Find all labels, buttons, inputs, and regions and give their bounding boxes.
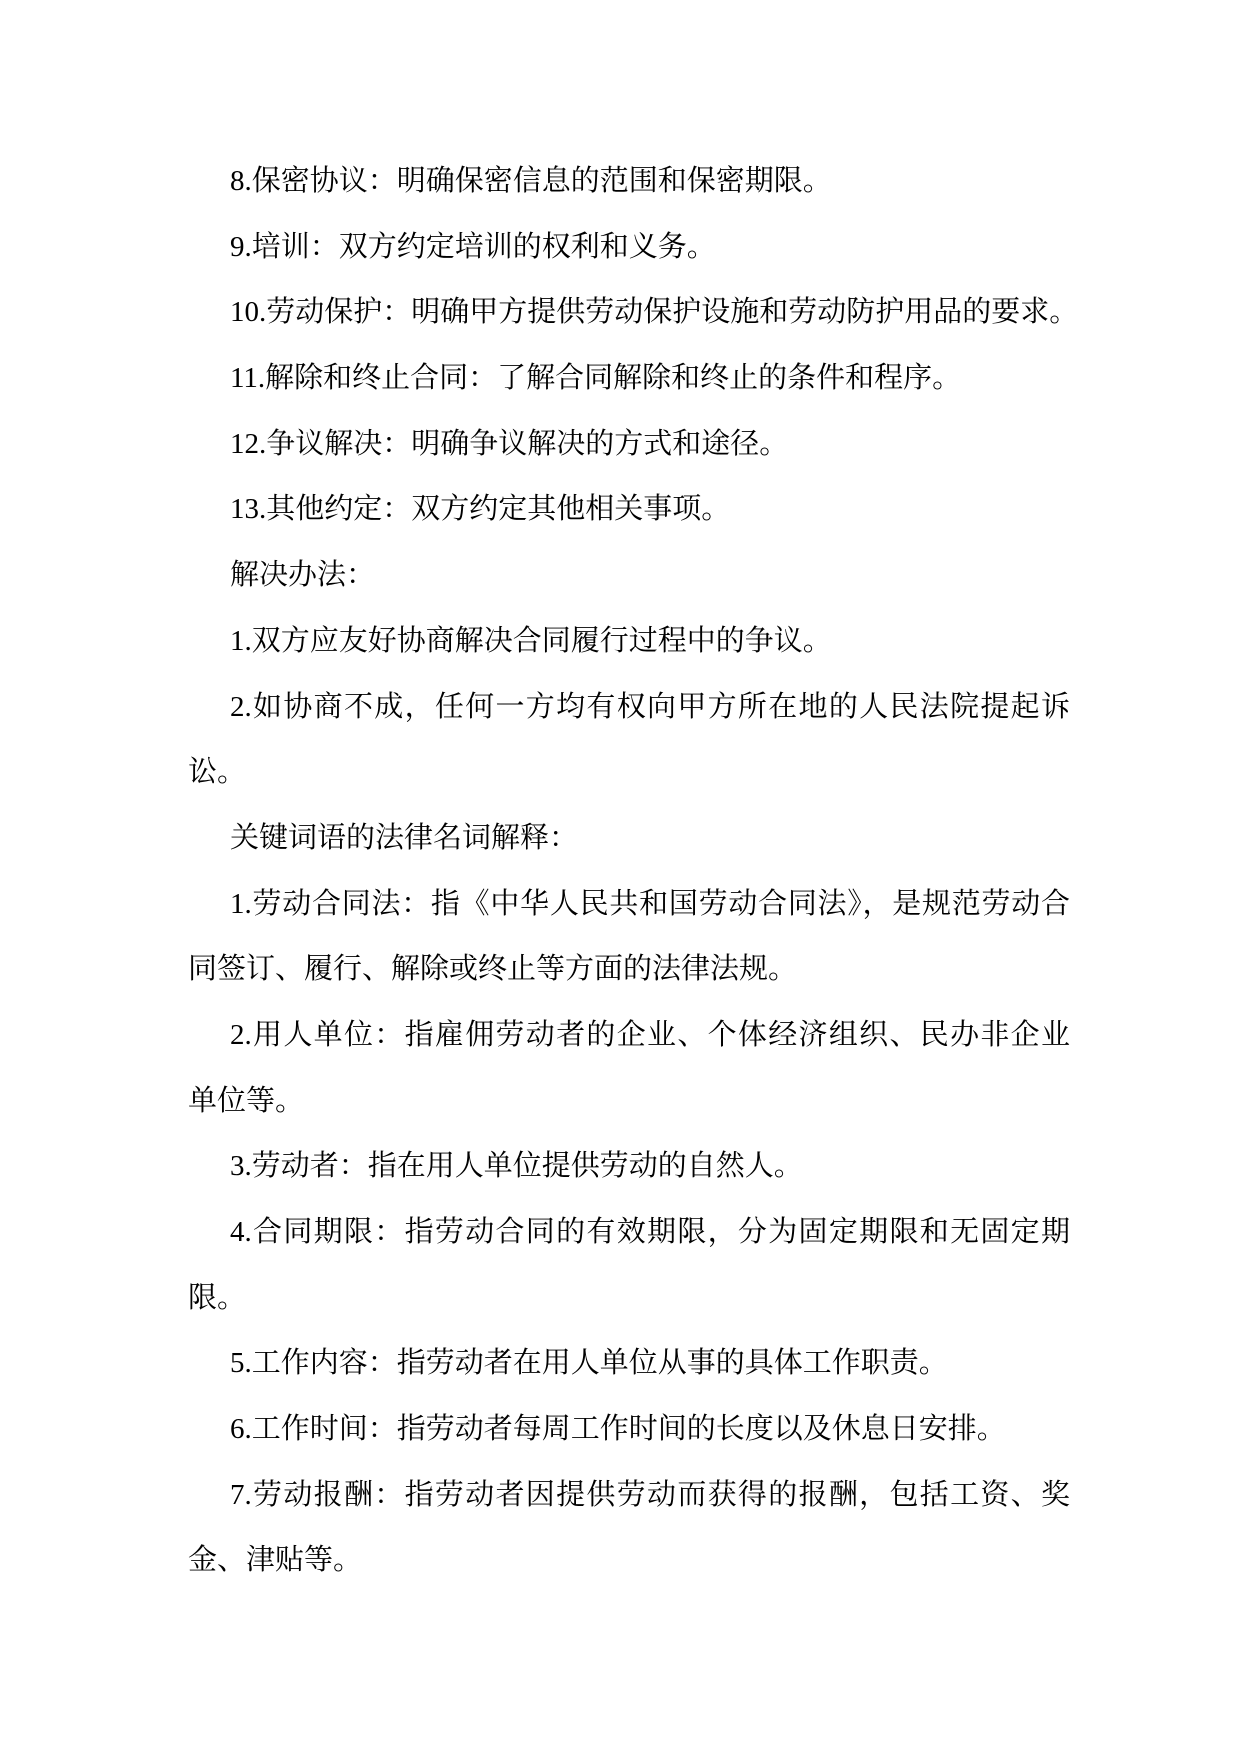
paragraph-line: 1.劳动合同法：指《中华人民共和国劳动合同法》，是规范劳动合 xyxy=(230,887,1070,920)
resolution-item-2 xyxy=(188,675,1088,806)
document-body xyxy=(188,149,1088,1594)
glossary-item-contract-term xyxy=(188,1200,1088,1331)
section-heading-resolution: 解决办法： xyxy=(230,559,376,592)
paragraph-line-continued: 同签订、履行、解除或终止等方面的法律法规。 xyxy=(188,953,798,986)
paragraph-line: 2.用人单位：指雇佣劳动者的企业、个体经济组织、民办非企业 xyxy=(230,1018,1070,1051)
clause-confidentiality: 8.保密协议：明确保密信息的范围和保密期限。 xyxy=(230,165,832,197)
glossary-item-worker xyxy=(188,1134,1088,1200)
clause-termination: 11.解除和终止合同：了解合同解除和终止的条件和程序。 xyxy=(230,362,962,395)
paragraph-line-continued: 限。 xyxy=(188,1281,247,1314)
clause-other-agreements: 13.其他约定：双方约定其他相关事项。 xyxy=(230,493,731,526)
glossary-item-working-hours xyxy=(188,1397,1088,1463)
paragraph-line: 5.工作内容：指劳动者在用人单位从事的具体工作职责。 xyxy=(230,1347,948,1380)
clause-labor-protection: 10.劳动保护：明确甲方提供劳动保护设施和劳动防护用品的要求。 xyxy=(230,296,1079,329)
paragraph-line: 1.双方应友好协商解决合同履行过程中的争议。 xyxy=(230,624,832,657)
section-heading-glossary: 关键词语的法律名词解释： xyxy=(230,821,579,854)
glossary-item-labor-contract-law xyxy=(188,872,1088,1003)
glossary-item-employer xyxy=(188,1003,1088,1134)
resolution-item-1 xyxy=(188,609,1088,675)
clause-dispute-resolution: 12.争议解决：明确争议解决的方式和途径。 xyxy=(230,427,789,460)
paragraph-line: 7.劳动报酬：指劳动者因提供劳动而获得的报酬，包括工资、奖 xyxy=(230,1478,1070,1511)
paragraph-line: 4.合同期限：指劳动合同的有效期限，分为固定期限和无固定期 xyxy=(230,1216,1070,1248)
glossary-item-job-content xyxy=(188,1331,1088,1397)
paragraph-line-continued: 讼。 xyxy=(188,756,247,789)
paragraph-line: 2.如协商不成，任何一方均有权向甲方所在地的人民法院提起诉 xyxy=(230,690,1070,723)
glossary-item-remuneration xyxy=(188,1463,1088,1594)
clause-training: 9.培训：双方约定培训的权利和义务。 xyxy=(230,230,716,263)
paragraph-line: 6.工作时间：指劳动者每周工作时间的长度以及休息日安排。 xyxy=(230,1413,1006,1446)
paragraph-line-continued: 金、津贴等。 xyxy=(188,1544,363,1577)
paragraph-line: 3.劳动者：指在用人单位提供劳动的自然人。 xyxy=(230,1150,803,1183)
paragraph-line-continued: 单位等。 xyxy=(188,1084,305,1117)
